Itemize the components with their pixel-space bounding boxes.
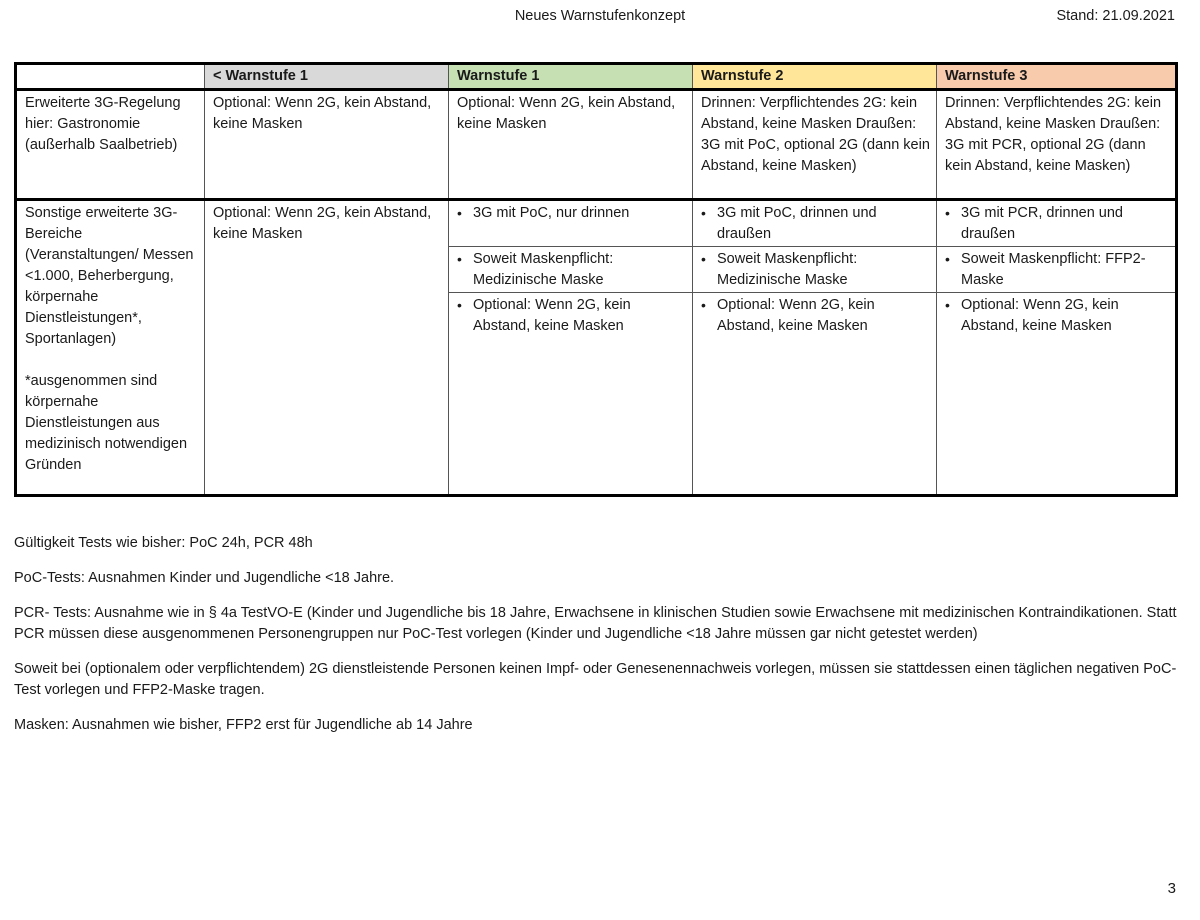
list-item: • Optional: Wenn 2G, kein Abstand, keine Masken xyxy=(693,293,936,339)
bullet-icon: • xyxy=(945,205,950,221)
list-item: • Optional: Wenn 2G, kein Abstand, keine Masken xyxy=(449,293,692,339)
row-label-gastronomie: Erweiterte 3G-Regelung hier: Gastronomie (außerhalb Saalbetrieb) xyxy=(16,90,205,200)
list-item: • 3G mit PCR, drinnen und draußen xyxy=(937,201,1175,247)
cell-gastronomie-ws2: Drinnen: Verpflichtendes 2G: kein Abstand, keine Masken Draußen: 3G mit PoC, optional 2G (dann kein Abstand, keine Masken) xyxy=(693,90,937,200)
notes-section xyxy=(14,533,1184,750)
row-label-footnote: *ausgenommen sind körpernahe Dienstleistungen aus medizinisch notwendigen Gründen xyxy=(25,373,188,473)
page-number: 3 xyxy=(1167,880,1176,897)
table-row-sonstige xyxy=(16,200,1177,496)
cell-gastronomie-ws3: Drinnen: Verpflichtendes 2G: kein Abstand, keine Masken Draußen: 3G mit PCR, optional 2G (dann kein Abstand, keine Masken) xyxy=(937,90,1177,200)
list-item: • 3G mit PoC, drinnen und draußen xyxy=(693,201,936,247)
list-item: • Optional: Wenn 2G, kein Abstand, keine Masken xyxy=(937,293,1175,339)
note-poc-tests: PoC-Tests: Ausnahmen Kinder und Jugendliche <18 Jahre. xyxy=(14,570,395,586)
warnstufen-table xyxy=(14,62,1178,497)
cell-gastronomie-below-ws1: Optional: Wenn 2G, kein Abstand, keine Masken xyxy=(205,90,449,200)
document-title: Neues Warnstufenkonzept xyxy=(514,8,686,24)
bullet-icon: • xyxy=(457,251,462,267)
header-cell-warnstufe-1: Warnstufe 1 xyxy=(449,64,693,90)
bullet-icon: • xyxy=(457,205,462,221)
note-pcr-tests: PCR- Tests: Ausnahme wie in § 4a TestVO-E (Kinder und Jugendliche bis 18 Jahre, Erwachsene in klinischen Studien sowie Erwachsene mit medizinischen Kontraindikationen. Statt PCR müssen diese ausgenommenen Personengruppen nur PoC-Test vorlegen (Kinder und Jugendliche <18 Jahre müssen gar nicht getestet werden) xyxy=(14,605,1177,642)
cell-sonstige-ws1 xyxy=(449,200,693,496)
list-item: • Soweit Maskenpflicht: FFP2-Maske xyxy=(937,247,1175,293)
header-cell-warnstufe-2: Warnstufe 2 xyxy=(693,64,937,90)
cell-sonstige-ws2 xyxy=(693,200,937,496)
document-date: Stand: 21.09.2021 xyxy=(1056,8,1175,24)
header-cell-empty xyxy=(16,64,205,90)
row-label-sonstige-text: Sonstige erweiterte 3G-Bereiche (Veranstaltungen/ Messen <1.000, Beherbergung, körpernahe Dienstleistungen*, Sportanlagen) xyxy=(25,205,194,347)
bullet-icon: • xyxy=(701,251,706,267)
bullet-icon: • xyxy=(701,297,706,313)
list-item: • Soweit Maskenpflicht: Medizinische Maske xyxy=(449,247,692,293)
bullet-icon: • xyxy=(457,297,462,313)
cell-sonstige-ws3 xyxy=(937,200,1177,496)
bullet-icon: • xyxy=(701,205,706,221)
table-row-gastronomie xyxy=(16,90,1177,200)
header-cell-below-warnstufe-1: < Warnstufe 1 xyxy=(205,64,449,90)
table-header-row xyxy=(16,64,1177,90)
bullet-icon: • xyxy=(945,251,950,267)
cell-gastronomie-ws1: Optional: Wenn 2G, kein Abstand, keine Masken xyxy=(449,90,693,200)
note-test-validity: Gültigkeit Tests wie bisher: PoC 24h, PCR 48h xyxy=(14,535,313,551)
note-masks: Masken: Ausnahmen wie bisher, FFP2 erst für Jugendliche ab 14 Jahre xyxy=(14,717,473,733)
note-service-personnel: Soweit bei (optionalem oder verpflichtendem) 2G dienstleistende Personen keinen Impf- oder Genesenennachweis vorlegen, müssen sie stattdessen einen täglichen negativen PoC-Test vorlegen und FFP2-Maske tragen. xyxy=(14,661,1177,698)
header-cell-warnstufe-3: Warnstufe 3 xyxy=(937,64,1177,90)
row-label-sonstige xyxy=(16,200,205,496)
list-item: • Soweit Maskenpflicht: Medizinische Maske xyxy=(693,247,936,293)
cell-sonstige-below-ws1: Optional: Wenn 2G, kein Abstand, keine Masken xyxy=(205,200,449,496)
bullet-icon: • xyxy=(945,297,950,313)
list-item: • 3G mit PoC, nur drinnen xyxy=(449,201,692,247)
